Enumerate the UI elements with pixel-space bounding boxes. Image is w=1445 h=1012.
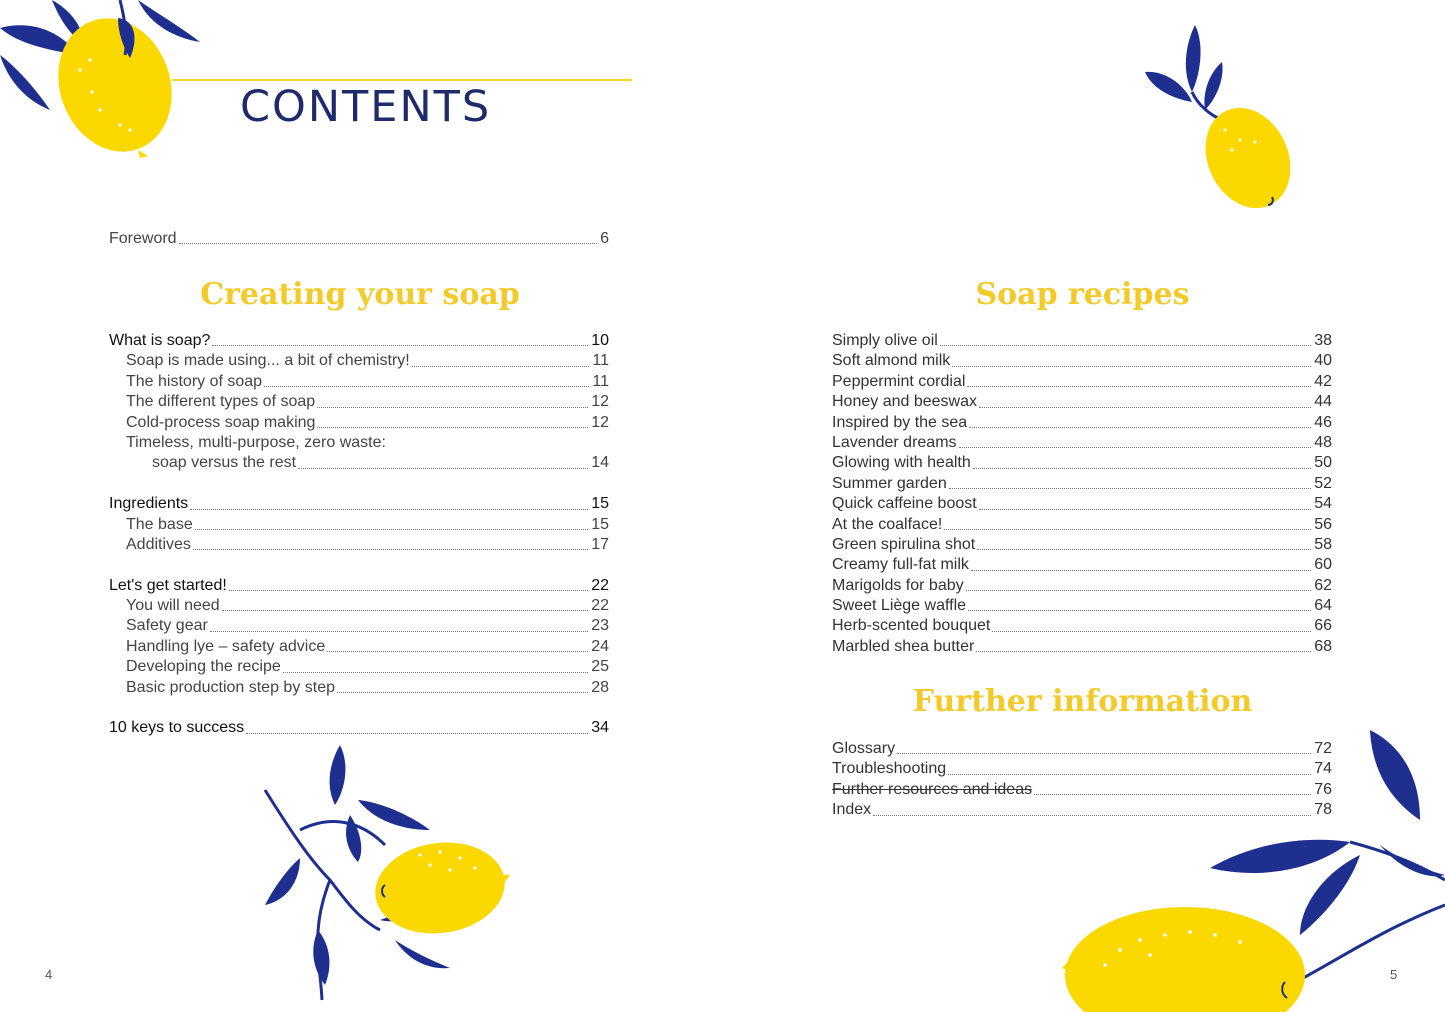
toc-entry[interactable] [109, 331, 609, 351]
toc-entry-label: Herb-scented bouquet [832, 617, 991, 635]
toc-entry[interactable] [109, 657, 609, 677]
toc-entry-label: Soap is made using... a bit of chemistry! [126, 352, 410, 370]
dot-leader [966, 590, 1312, 591]
toc-entry-page: 64 [1314, 597, 1332, 615]
toc-entry-label: Simply olive oil [832, 331, 938, 349]
toc-entry-label: Green spirulina shot [832, 535, 976, 553]
toc-entry[interactable] [109, 413, 609, 433]
toc-entry-label: Sweet Liège waffle [832, 597, 967, 615]
toc-entry-page: 72 [1314, 739, 1332, 757]
toc-list-further [832, 739, 1332, 821]
dot-leader [940, 345, 1311, 346]
toc-entry-page: 24 [591, 637, 609, 655]
toc-entry[interactable] [109, 372, 609, 392]
toc-entry-label: Summer garden [832, 474, 947, 492]
toc-entry-page: 62 [1314, 576, 1332, 594]
toc-entry-label: Marigolds for baby [832, 576, 964, 594]
toc-entry[interactable] [832, 555, 1332, 575]
toc-entry-page: 46 [1314, 413, 1332, 431]
toc-entry-page: 50 [1314, 454, 1332, 472]
page-number-left: 4 [45, 967, 53, 982]
toc-entry-label: Lavender dreams [832, 433, 957, 451]
dot-leader [412, 366, 590, 367]
dot-leader [264, 386, 589, 387]
dot-leader [210, 631, 588, 632]
toc-entry-page: 15 [591, 515, 609, 533]
toc-entry[interactable] [109, 616, 609, 636]
dot-leader [979, 509, 1312, 510]
toc-entry-label: Troubleshooting [832, 760, 947, 778]
toc-entry[interactable] [832, 576, 1332, 596]
toc-entry[interactable] [109, 433, 609, 453]
toc-entry-label: Let's get started! [109, 576, 227, 594]
toc-entry[interactable] [109, 453, 609, 473]
toc-entry[interactable] [109, 576, 609, 596]
toc-entry[interactable] [832, 453, 1332, 473]
toc-entry-label: Index [832, 801, 872, 819]
toc-entry-page: 11 [592, 352, 609, 370]
toc-entry[interactable] [109, 637, 609, 657]
dot-leader [327, 651, 588, 652]
toc-entry[interactable] [832, 759, 1332, 779]
dot-leader [873, 815, 1311, 816]
toc-entry-label: 10 keys to success [109, 719, 245, 737]
toc-entry[interactable] [109, 596, 609, 616]
toc-entry[interactable] [109, 515, 609, 535]
toc-entry-page: 68 [1314, 637, 1332, 655]
dot-leader [944, 529, 1311, 530]
dot-leader [1034, 794, 1311, 795]
dot-leader [229, 590, 588, 591]
dot-leader [968, 610, 1311, 611]
toc-entry[interactable] [832, 515, 1332, 535]
dot-leader [337, 692, 588, 693]
dot-leader [973, 468, 1311, 469]
toc-entry-label: Additives [126, 535, 191, 553]
toc-entry[interactable] [832, 372, 1332, 392]
header-rule [172, 79, 632, 81]
toc-entry-label: The history of soap [126, 372, 263, 390]
toc-entry-foreword[interactable] [109, 229, 609, 249]
toc-list-recipes [832, 331, 1332, 657]
toc-entry-label: Honey and beeswax [832, 393, 977, 411]
lemon-branch-top-right-icon [1145, 25, 1306, 222]
dot-leader [246, 733, 588, 734]
toc-entry[interactable] [832, 331, 1332, 351]
toc-entry[interactable] [109, 494, 609, 514]
toc-entry-label: Handling lye – safety advice [126, 637, 326, 655]
toc-entry-label: The base [126, 515, 193, 533]
toc-entry-label: Timeless, multi-purpose, zero waste: [126, 433, 386, 451]
toc-entry[interactable] [832, 351, 1332, 371]
toc-entry-page: 12 [591, 393, 609, 411]
toc-entry-page: 22 [591, 597, 609, 615]
page-number-right: 5 [1390, 967, 1398, 982]
dot-leader [992, 631, 1311, 632]
toc-entry-page: 14 [591, 454, 609, 472]
toc-entry-page: 12 [591, 413, 609, 431]
section-title-creating: Creating your soap [200, 277, 520, 312]
dot-leader [969, 427, 1311, 428]
toc-entry-page: 28 [591, 678, 609, 696]
dot-leader [952, 366, 1311, 367]
toc-entry-page: 38 [1314, 331, 1332, 349]
toc-entry-page: 10 [591, 331, 609, 349]
toc-entry[interactable] [832, 474, 1332, 494]
toc-entry[interactable] [832, 535, 1332, 555]
toc-entry-page: 42 [1314, 372, 1332, 390]
toc-entry[interactable] [832, 494, 1332, 514]
toc-entry-label: Creamy full-fat milk [832, 556, 969, 574]
toc-entry-label: Marbled shea butter [832, 637, 975, 655]
toc-entry[interactable] [832, 637, 1332, 657]
dot-leader [317, 427, 588, 428]
toc-entry-label: You will need [126, 597, 220, 615]
toc-entry[interactable] [832, 433, 1332, 453]
toc-entry-label: Inspired by the sea [832, 413, 968, 431]
toc-entry[interactable] [109, 678, 609, 698]
toc-entry-page: 60 [1314, 556, 1332, 574]
toc-entry-page: 54 [1314, 495, 1332, 513]
dot-leader [283, 672, 588, 673]
toc-entry[interactable] [832, 596, 1332, 616]
toc-entry-page: 52 [1314, 474, 1332, 492]
dot-leader [971, 570, 1311, 571]
dot-leader [179, 243, 598, 244]
dot-leader [222, 610, 589, 611]
toc-entry[interactable] [832, 780, 1332, 800]
toc-entry-label: soap versus the rest [152, 454, 297, 472]
toc-entry[interactable] [109, 535, 609, 555]
dot-leader [195, 529, 588, 530]
toc-entry-page: 40 [1314, 352, 1332, 370]
toc-entry-label: Ingredients [109, 495, 189, 513]
toc-entry-page: 66 [1314, 617, 1332, 635]
dot-leader [948, 774, 1311, 775]
toc-entry-label: Soft almond milk [832, 352, 951, 370]
toc-entry-page: 76 [1314, 780, 1332, 798]
toc-entry-page: 23 [591, 617, 609, 635]
toc-entry-page: 48 [1314, 433, 1332, 451]
toc-entry-label: Glowing with health [832, 454, 971, 472]
toc-entry-page: 22 [591, 576, 609, 594]
lemon-branch-bottom-center-icon [265, 745, 511, 1000]
toc-entry-label: Safety gear [126, 617, 208, 635]
toc-entry-label: Foreword [109, 229, 177, 247]
toc-entry-page: 15 [591, 495, 609, 513]
toc-entry[interactable] [832, 800, 1332, 820]
toc-entry-label: Quick caffeine boost [832, 495, 977, 513]
toc-list-creating [109, 331, 609, 739]
toc-entry-label: Basic production step by step [126, 678, 336, 696]
toc-entry-page: 6 [600, 229, 609, 247]
toc-entry-label: Cold-process soap making [126, 413, 316, 431]
toc-entry-page: 11 [592, 372, 609, 390]
dot-leader [976, 651, 1311, 652]
toc-entry[interactable] [109, 351, 609, 371]
toc-entry-label: Developing the recipe [126, 658, 281, 676]
toc-entry-label: Further resources and ideas [832, 780, 1033, 798]
toc-entry-page: 58 [1314, 535, 1332, 553]
toc-entry[interactable] [109, 392, 609, 412]
toc-entry-page: 17 [591, 535, 609, 553]
toc-entry-page: 78 [1314, 801, 1332, 819]
toc-entry-label: The different types of soap [126, 393, 316, 411]
foreword-block [109, 229, 609, 249]
toc-entry-label: What is soap? [109, 331, 211, 349]
toc-entry-page: 56 [1314, 515, 1332, 533]
dot-leader [979, 407, 1311, 408]
toc-entry-page: 34 [591, 719, 609, 737]
dot-leader [212, 345, 588, 346]
dot-leader [193, 549, 588, 550]
dot-leader [298, 468, 588, 469]
dot-leader [959, 447, 1312, 448]
dot-leader [967, 386, 1311, 387]
toc-entry[interactable] [832, 739, 1332, 759]
dot-leader [977, 549, 1311, 550]
page-title: CONTENTS [240, 82, 492, 132]
lemon-branch-top-left-icon [0, 0, 200, 168]
toc-entry[interactable] [832, 616, 1332, 636]
section-title-further: Further information [912, 684, 1253, 719]
toc-entry[interactable] [109, 718, 609, 738]
toc-entry[interactable] [832, 392, 1332, 412]
toc-entry-label: Glossary [832, 739, 896, 757]
toc-entry-page: 44 [1314, 393, 1332, 411]
toc-entry-label: Peppermint cordial [832, 372, 966, 390]
toc-entry-page: 25 [591, 658, 609, 676]
toc-entry[interactable] [832, 413, 1332, 433]
dot-leader [190, 509, 588, 510]
toc-entry-label: At the coalface! [832, 515, 943, 533]
section-title-recipes: Soap recipes [975, 277, 1190, 312]
dot-leader [949, 488, 1311, 489]
dot-leader [317, 407, 588, 408]
toc-entry-page: 74 [1314, 760, 1332, 778]
dot-leader [897, 753, 1311, 754]
